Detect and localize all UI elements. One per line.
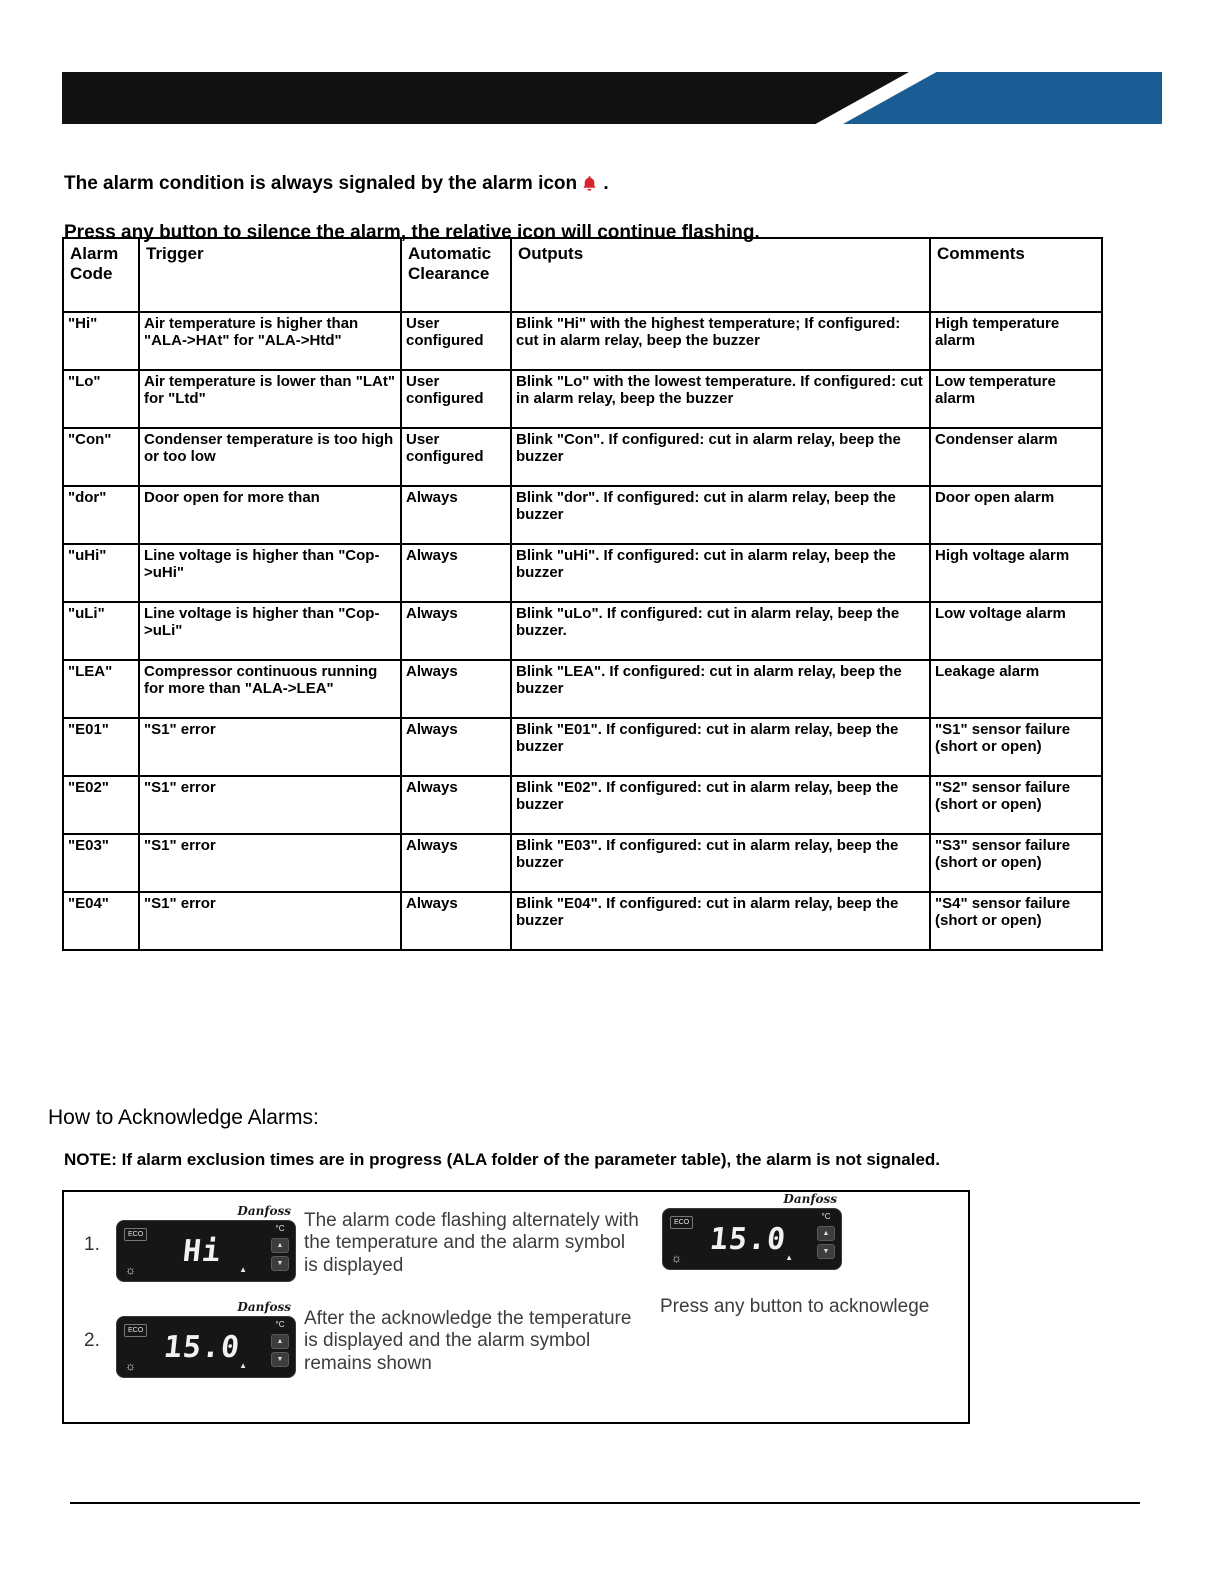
table-cell: "uLi" bbox=[63, 602, 139, 660]
up-button bbox=[817, 1226, 835, 1241]
danfoss-logo: Danfoss bbox=[237, 1204, 291, 1218]
table-row bbox=[63, 834, 1102, 892]
table-cell: User configured bbox=[401, 312, 511, 370]
table-cell: Always bbox=[401, 602, 511, 660]
table-cell: Blink "E03". If configured: cut in alarm relay, beep the buzzer bbox=[511, 834, 930, 892]
eco-label: ECO bbox=[124, 1228, 147, 1241]
table-cell: Air temperature is lower than "LAt" for "Ltd" bbox=[139, 370, 401, 428]
celsius-label: °C bbox=[821, 1212, 831, 1221]
table-cell: "S1" error bbox=[139, 892, 401, 950]
col-header-trigger: Trigger bbox=[139, 238, 401, 312]
step-caption-1: The alarm code flashing alternately with the temperature and the alarm symbol is displayed bbox=[304, 1210, 639, 1276]
intro-suffix: . bbox=[598, 173, 609, 194]
table-cell: Compressor continuous running for more than "ALA->LEA" bbox=[139, 660, 401, 718]
acknowledge-figure bbox=[62, 1190, 970, 1424]
table-cell: "Con" bbox=[63, 428, 139, 486]
table-cell: "S1" error bbox=[139, 834, 401, 892]
header-banner bbox=[62, 72, 1162, 124]
table-row bbox=[63, 370, 1102, 428]
table-row bbox=[63, 660, 1102, 718]
table-cell: Always bbox=[401, 660, 511, 718]
table-row bbox=[63, 776, 1102, 834]
table-cell: Blink "uHi". If configured: cut in alarm relay, beep the buzzer bbox=[511, 544, 930, 602]
alarm-marker-icon: ▲ bbox=[239, 1265, 247, 1274]
alarm-table-body bbox=[63, 312, 1102, 950]
table-cell: "Hi" bbox=[63, 312, 139, 370]
table-cell: Blink "dor". If configured: cut in alarm relay, beep the buzzer bbox=[511, 486, 930, 544]
table-cell: "S2" sensor failure (short or open) bbox=[930, 776, 1102, 834]
table-cell: Condenser alarm bbox=[930, 428, 1102, 486]
note-label: NOTE bbox=[64, 1150, 112, 1169]
table-cell: Always bbox=[401, 486, 511, 544]
table-cell: "E04" bbox=[63, 892, 139, 950]
up-button bbox=[271, 1238, 289, 1253]
table-cell: Line voltage is higher than "Cop->uHi" bbox=[139, 544, 401, 602]
table-row bbox=[63, 892, 1102, 950]
alarm-marker-icon: ▲ bbox=[239, 1361, 247, 1370]
light-icon: ☼ bbox=[125, 1359, 136, 1373]
table-cell: Always bbox=[401, 776, 511, 834]
down-button bbox=[817, 1244, 835, 1259]
note-text: : If alarm exclusion times are in progress (ALA folder of the parameter table), the alarm is not signaled. bbox=[111, 1150, 941, 1169]
table-cell: Blink "E02". If configured: cut in alarm relay, beep the buzzer bbox=[511, 776, 930, 834]
alarm-table bbox=[62, 237, 1103, 951]
up-arrow-icon: ▲ bbox=[276, 1242, 284, 1249]
table-cell: Always bbox=[401, 544, 511, 602]
table-cell: "S1" error bbox=[139, 718, 401, 776]
ack-heading: How to Acknowledge Alarms: bbox=[48, 1106, 319, 1129]
intro-text: The alarm condition is always signaled by the alarm icon bbox=[64, 173, 578, 194]
table-row bbox=[63, 312, 1102, 370]
table-cell: Air temperature is higher than "ALA->HAt" for "ALA->Htd" bbox=[139, 312, 401, 370]
table-cell: User configured bbox=[401, 428, 511, 486]
table-row bbox=[63, 544, 1102, 602]
controller-display-acknowledge bbox=[662, 1192, 842, 1270]
table-cell: "E01" bbox=[63, 718, 139, 776]
table-cell: Leakage alarm bbox=[930, 660, 1102, 718]
col-header-outputs: Outputs bbox=[511, 238, 930, 312]
table-cell: Blink "uLo". If configured: cut in alarm relay, beep the buzzer. bbox=[511, 602, 930, 660]
up-arrow-icon: ▲ bbox=[822, 1230, 830, 1237]
alarm-bell-icon bbox=[581, 175, 598, 192]
col-header-automatic-clearance: Automatic Clearance bbox=[401, 238, 511, 312]
footer-rule bbox=[70, 1502, 1140, 1504]
table-row bbox=[63, 602, 1102, 660]
table-cell: Condenser temperature is too high or too low bbox=[139, 428, 401, 486]
down-arrow-icon: ▼ bbox=[276, 1356, 284, 1363]
table-row bbox=[63, 428, 1102, 486]
table-cell: Always bbox=[401, 892, 511, 950]
eco-label: ECO bbox=[670, 1216, 693, 1229]
down-arrow-icon: ▼ bbox=[276, 1260, 284, 1267]
table-cell: Blink "E04". If configured: cut in alarm relay, beep the buzzer bbox=[511, 892, 930, 950]
display-value: Hi bbox=[181, 1233, 223, 1269]
display-value: 15.0 bbox=[162, 1329, 242, 1365]
down-button bbox=[271, 1352, 289, 1367]
acknowledge-caption: Press any button to acknowlege bbox=[660, 1296, 930, 1317]
danfoss-logo: Danfoss bbox=[237, 1300, 291, 1314]
table-cell: Always bbox=[401, 834, 511, 892]
table-header-row bbox=[63, 238, 1102, 312]
danfoss-logo: Danfoss bbox=[783, 1192, 837, 1206]
alarm-signal-line bbox=[64, 173, 609, 195]
table-cell: "E03" bbox=[63, 834, 139, 892]
table-cell: "S4" sensor failure (short or open) bbox=[930, 892, 1102, 950]
table-cell: User configured bbox=[401, 370, 511, 428]
table-cell: High voltage alarm bbox=[930, 544, 1102, 602]
step-caption-2: After the acknowledge the temperature is displayed and the alarm symbol remains shown bbox=[304, 1308, 632, 1374]
up-button bbox=[271, 1334, 289, 1349]
table-cell: Blink "E01". If configured: cut in alarm relay, beep the buzzer bbox=[511, 718, 930, 776]
display-value: 15.0 bbox=[708, 1221, 788, 1257]
table-cell: Blink "Hi" with the highest temperature; If configured: cut in alarm relay, beep the buzzer bbox=[511, 312, 930, 370]
col-header-comments: Comments bbox=[930, 238, 1102, 312]
button-column bbox=[270, 1321, 290, 1367]
table-cell: "E02" bbox=[63, 776, 139, 834]
table-cell: "dor" bbox=[63, 486, 139, 544]
table-cell: "LEA" bbox=[63, 660, 139, 718]
table-cell: Door open for more than bbox=[139, 486, 401, 544]
note-line bbox=[64, 1150, 940, 1170]
light-icon: ☼ bbox=[671, 1251, 682, 1265]
down-button bbox=[271, 1256, 289, 1271]
silence-instruction: Press any button to silence the alarm, the relative icon will continue flashing. bbox=[64, 222, 760, 243]
eco-label: ECO bbox=[124, 1324, 147, 1337]
table-cell: Low temperature alarm bbox=[930, 370, 1102, 428]
table-cell: Door open alarm bbox=[930, 486, 1102, 544]
table-cell: "S1" error bbox=[139, 776, 401, 834]
col-header-alarm-code: Alarm Code bbox=[63, 238, 139, 312]
celsius-label: °C bbox=[275, 1224, 285, 1233]
step-number-2: 2. bbox=[84, 1330, 100, 1351]
table-row bbox=[63, 718, 1102, 776]
down-arrow-icon: ▼ bbox=[822, 1248, 830, 1255]
step-number-1: 1. bbox=[84, 1234, 100, 1255]
table-cell: Blink "Lo" with the lowest temperature. If configured: cut in alarm relay, beep the buzzer bbox=[511, 370, 930, 428]
table-cell: "S1" sensor failure (short or open) bbox=[930, 718, 1102, 776]
light-icon: ☼ bbox=[125, 1263, 136, 1277]
table-cell: "Lo" bbox=[63, 370, 139, 428]
table-cell: Always bbox=[401, 718, 511, 776]
table-cell: "S3" sensor failure (short or open) bbox=[930, 834, 1102, 892]
controller-display-alarm bbox=[116, 1204, 296, 1282]
button-column bbox=[270, 1225, 290, 1271]
table-cell: "uHi" bbox=[63, 544, 139, 602]
table-cell: High temperature alarm bbox=[930, 312, 1102, 370]
celsius-label: °C bbox=[275, 1320, 285, 1329]
button-column bbox=[816, 1213, 836, 1259]
table-row bbox=[63, 486, 1102, 544]
alarm-marker-icon: ▲ bbox=[785, 1253, 793, 1262]
table-cell: Line voltage is higher than "Cop->uLi" bbox=[139, 602, 401, 660]
table-cell: Blink "LEA". If configured: cut in alarm relay, beep the buzzer bbox=[511, 660, 930, 718]
table-cell: Low voltage alarm bbox=[930, 602, 1102, 660]
controller-display-temperature bbox=[116, 1300, 296, 1378]
up-arrow-icon: ▲ bbox=[276, 1338, 284, 1345]
table-cell: Blink "Con". If configured: cut in alarm relay, beep the buzzer bbox=[511, 428, 930, 486]
